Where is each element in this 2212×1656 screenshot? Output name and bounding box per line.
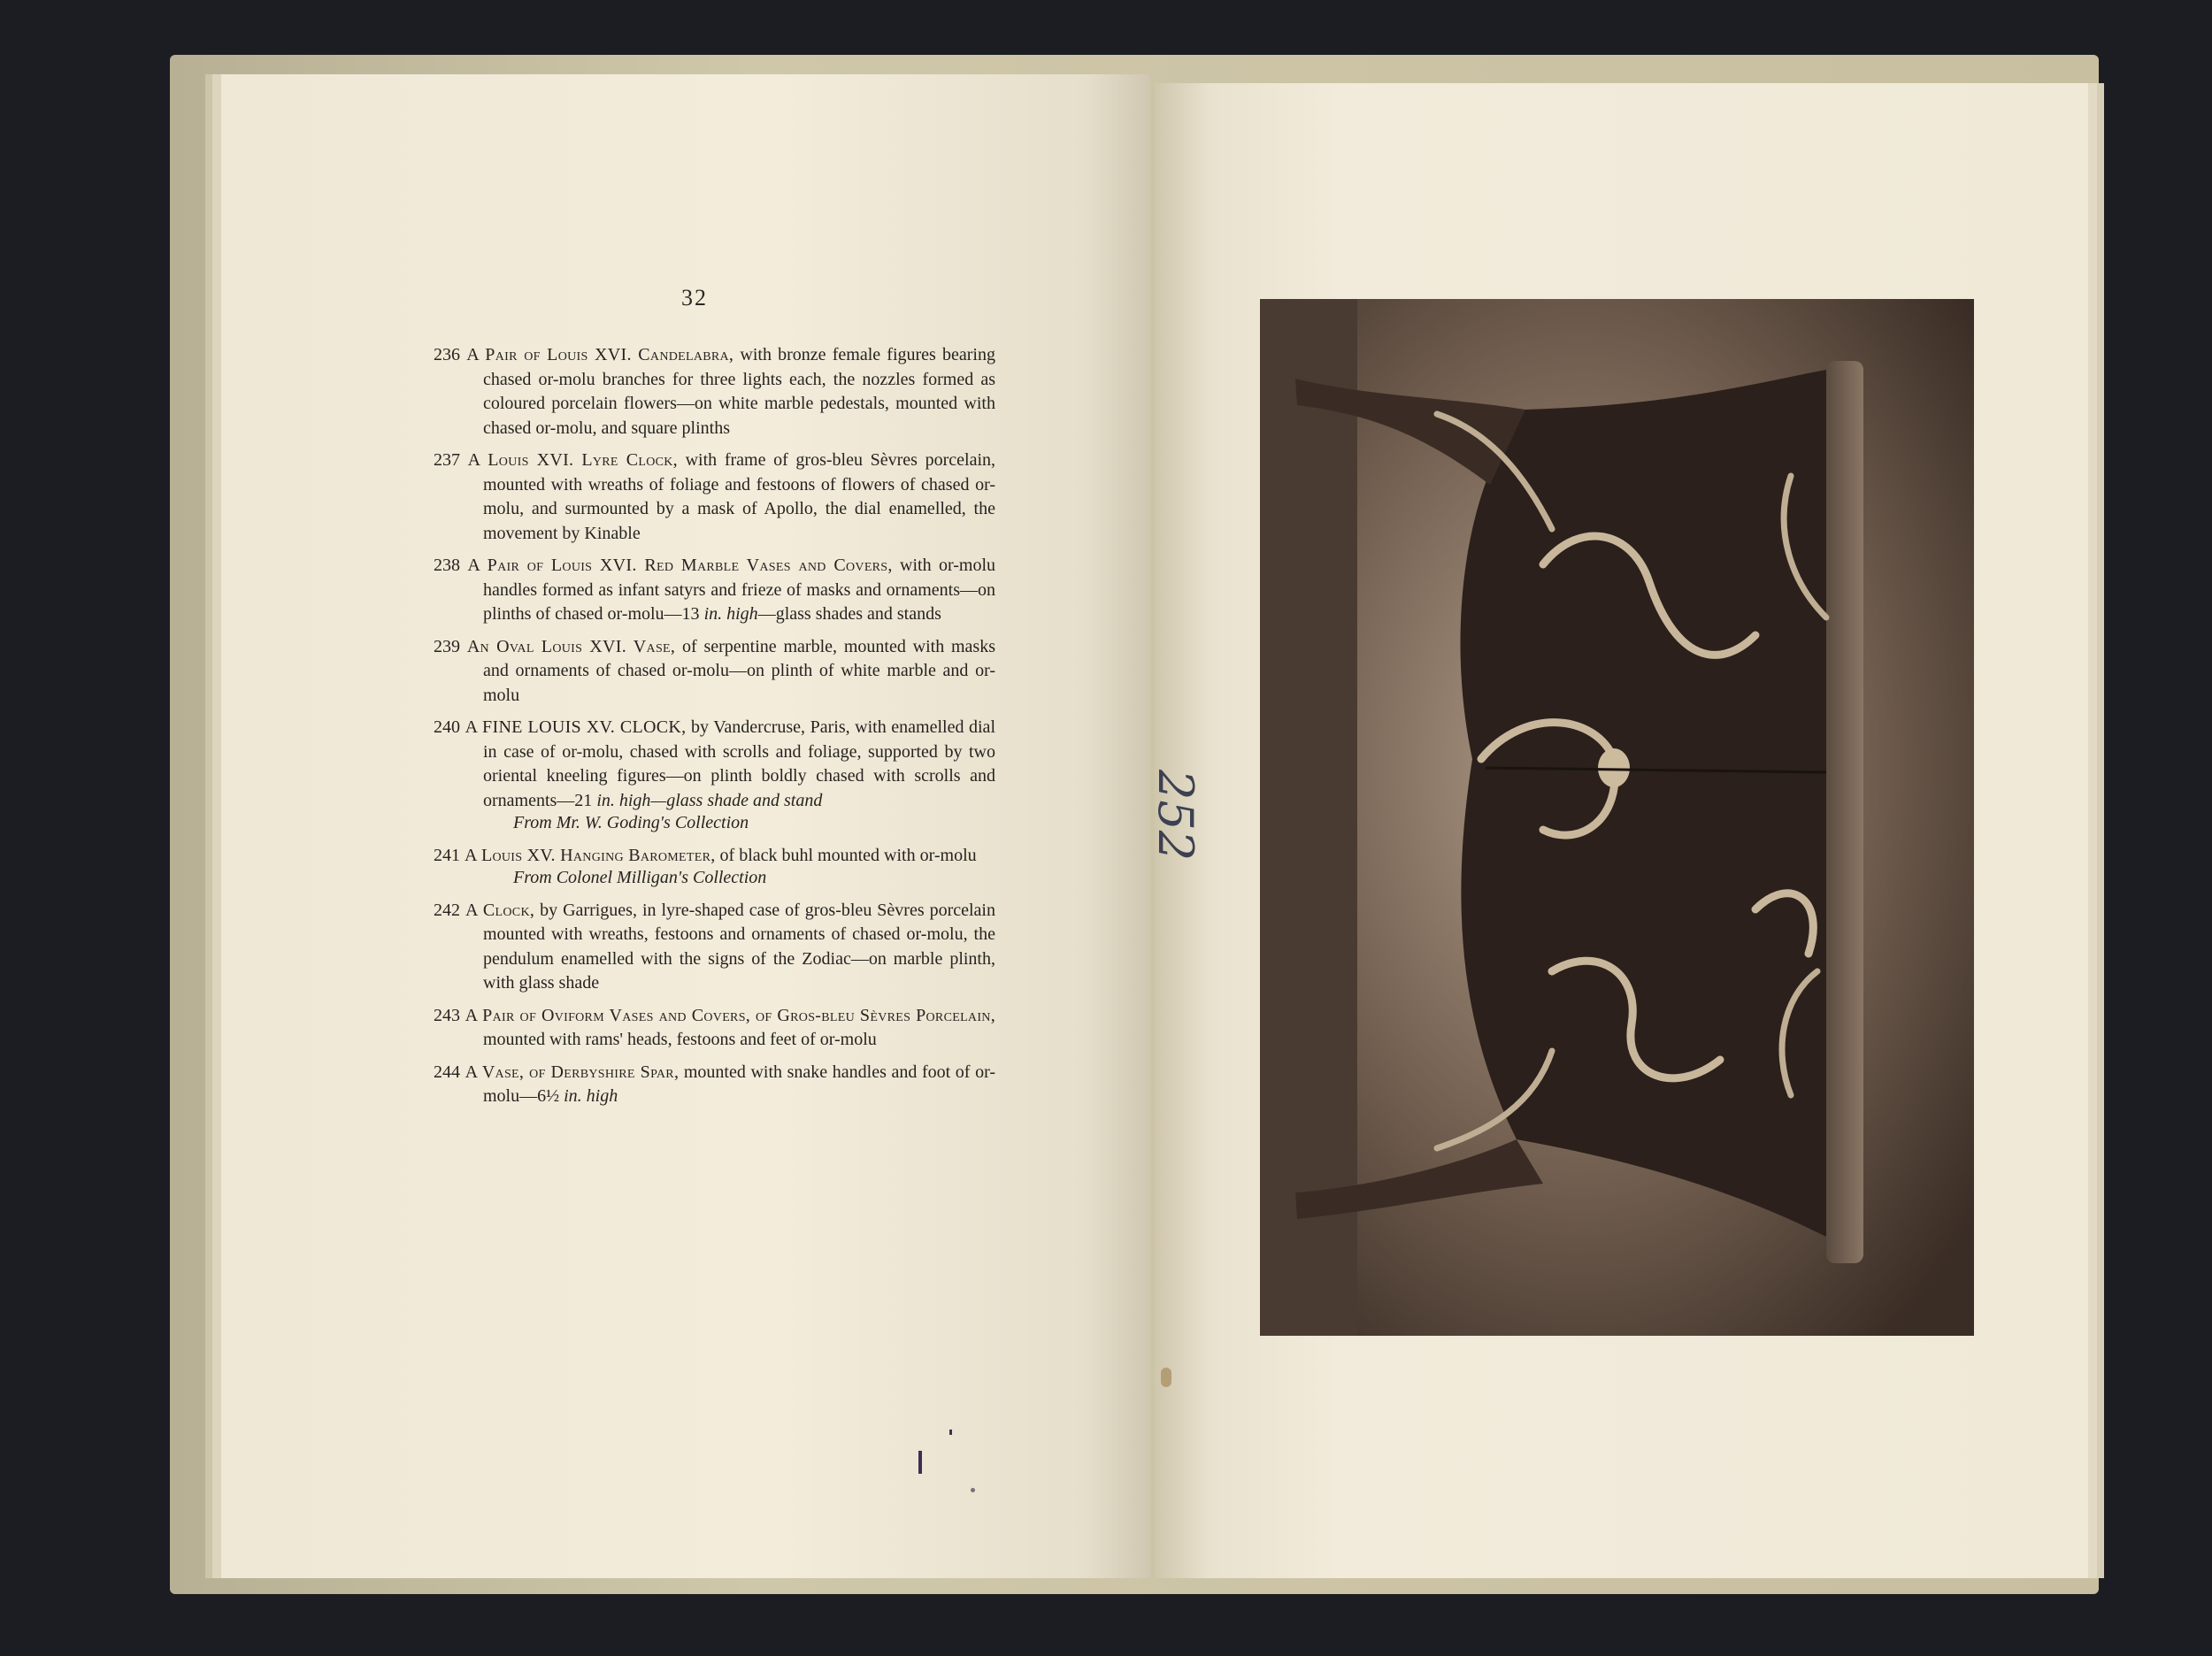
catalogue-entry <box>416 635 995 709</box>
entry-provenance: From Mr. W. Goding's Collection <box>513 813 749 832</box>
entry-title: A Pair of Louis XVI. Candelabra, <box>466 345 734 364</box>
page-number: 32 <box>681 285 708 310</box>
lot-number: 237 <box>434 450 468 470</box>
lot-number: 238 <box>434 556 468 575</box>
entry-title: A Vase, of Derbyshire Spar, <box>465 1062 680 1082</box>
catalogue-entries <box>416 343 995 1117</box>
lot-number: 236 <box>434 345 467 364</box>
entry-title: A Pair of Oviform Vases and Covers, of Gros-bleu Sèvres Porcelain, <box>465 1005 995 1025</box>
entry-description: mounted with rams' heads, festoons and feet of or-molu <box>483 1030 877 1049</box>
commode-top <box>1826 361 1863 1263</box>
lot-number: 244 <box>434 1062 465 1082</box>
entry-description: by Vandercruse, Paris, with enamelled dial in case of or-molu, chased with scrolls and foliage, supported by two oriental kneeling figures—on plinth boldly chased with scrolls and ornaments—21 <box>483 717 995 810</box>
tack-mark <box>1161 1368 1171 1387</box>
entry-text <box>416 635 995 709</box>
ink-dot <box>949 1430 952 1435</box>
lot-number: 243 <box>434 1005 465 1025</box>
catalogue-entry <box>416 899 995 996</box>
ink-dot <box>971 1488 975 1492</box>
entry-description: of black buhl mounted with or-molu <box>715 845 977 865</box>
entry-title: A Louis XV. Hanging Barometer, <box>465 845 716 865</box>
lot-number: 242 <box>434 900 465 920</box>
floor-shadow <box>1260 299 1357 1336</box>
entry-description: mounted with snake handles and foot of or-molu—6½ <box>483 1062 996 1106</box>
entry-text <box>416 448 995 546</box>
handwritten-number: 252 <box>1148 770 1203 862</box>
ink-mark <box>918 1451 922 1474</box>
entry-title: A Louis XVI. Lyre Clock, <box>467 450 678 470</box>
entry-text <box>416 1061 995 1109</box>
catalogue-entry <box>416 716 995 836</box>
commode-photograph <box>1260 299 1974 1336</box>
entry-description: of serpentine marble, mounted with masks and ornaments of chased or-molu—on plinth of white marble and or-molu <box>483 636 995 705</box>
entry-suffix: —glass shades and stands <box>757 604 941 624</box>
entry-description: with or-molu handles formed as infant satyrs and frieze of masks and ornaments—on plinths of chased or-molu—13 <box>483 556 995 624</box>
photograph-plate <box>1260 299 1974 1336</box>
entry-description: with bronze female figures bearing chased or-molu branches for three lights each, the nozzles formed as coloured porcelain flowers—on white marble pedestals, mounted with chased or-molu, and square plinths <box>483 345 995 438</box>
entry-text <box>416 844 995 869</box>
catalogue-entry <box>416 1061 995 1109</box>
keyhole-escutcheon <box>1598 748 1630 787</box>
lot-number: 240 <box>434 717 465 737</box>
entry-title: A Clock, <box>465 900 535 920</box>
entry-dimension: in. high <box>703 604 758 624</box>
entry-provenance: From Colonel Milligan's Collection <box>513 868 767 887</box>
entry-text <box>416 554 995 627</box>
entry-text <box>416 716 995 813</box>
entry-dimension: in. high <box>564 1086 618 1106</box>
entry-text <box>416 343 995 441</box>
entry-text <box>416 1004 995 1053</box>
entry-title: An Oval Louis XVI. Vase, <box>466 636 676 656</box>
catalogue-entry <box>416 343 995 441</box>
entry-dimension: in. high—glass shade and stand <box>596 790 823 810</box>
lot-number: 239 <box>434 636 467 656</box>
entry-text <box>416 899 995 996</box>
catalogue-entry <box>416 554 995 627</box>
catalogue-entry <box>416 1004 995 1053</box>
lot-number: 241 <box>434 845 465 865</box>
entry-title: A Pair of Louis XVI. Red Marble Vases and Covers, <box>467 556 893 575</box>
catalogue-entry <box>416 448 995 546</box>
entry-title: A FINE LOUIS XV. CLOCK, <box>465 717 687 737</box>
entry-description: by Garrigues, in lyre-shaped case of gros-bleu Sèvres porcelain mounted with wreaths, festoons and ornaments of chased or-molu, the pendulum enamelled with the signs of the Zodiac—on marble plinth, with glass shade <box>483 900 995 993</box>
catalogue-entry <box>416 844 995 891</box>
entry-description: with frame of gros-bleu Sèvres porcelain, mounted with wreaths of foliage and festoons of flowers of chased or-molu, and surmounted by a mask of Apollo, the dial enamelled, the movement by Kinable <box>483 450 996 543</box>
